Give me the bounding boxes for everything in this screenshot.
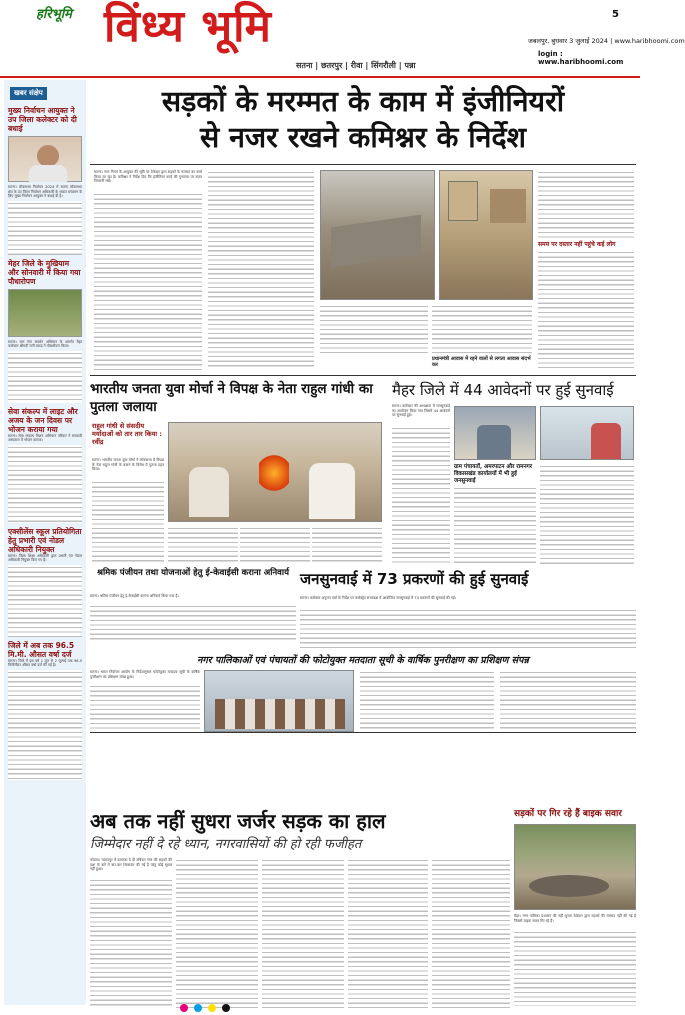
masthead-rule — [0, 76, 640, 78]
bike-headline: सड़कों पर गिर रहे हैं बाइक सवार — [514, 809, 622, 819]
labour-headline: श्रमिक पंजीयन तथा योजनाओं हेतु ई-केवाईसी कराना अनिवार्य — [96, 568, 290, 578]
masthead — [0, 0, 685, 80]
lead-headline — [90, 84, 636, 160]
sidebar-item — [4, 525, 86, 639]
registration-marks — [180, 1004, 480, 1012]
sidebar-item-title: मुख्य निर्वाचन आयुक्त ने उप जिला कलेक्टर को दी बधाई — [8, 106, 77, 133]
edition-panna: पन्ना — [404, 61, 416, 70]
lead-photo-1 — [320, 170, 435, 300]
bike-body: मैहर। नगर पालिका प्रशासन की नहीं सुनता ठेकेदार द्वारा सड़कों की मरम्मत नहीं की गई है जिससे बाइक सवार गिर रहे हैं। — [514, 914, 636, 923]
edition-bar: सतना | छतरपुर | रीवा | सिंगरौली | पन्ना — [296, 61, 416, 70]
training-headline: नगर पालिकाओं एवं पंचायतों की फोटोयुक्त मतदाता सूची के वार्षिक पुनरीक्षण का प्रशिक्षण संपन्न — [197, 655, 529, 666]
maihar-body: सतना। कलेक्टर की अध्यक्षता में जनसुनवाई का आयोजन किया गया जिसमें 44 आवेदनों पर सुनवाई हुई। — [392, 404, 450, 418]
training-body: सतना। भारत निर्वाचन आयोग के निर्देशानुसार फोटोयुक्त मतदाता सूची के वार्षिक पुनरीक्षण का प्रशिक्षण संपन्न हुआ। — [90, 670, 200, 679]
bjp-headline: भारतीय जनता युवा मोर्चा ने विपक्ष के नेता राहुल गांधी का पुतला जलाया — [90, 381, 373, 415]
edition-rewa: रीवा — [350, 61, 363, 70]
section-title: विंध्य भूमि — [104, 1, 272, 52]
login-text[interactable]: login : www.haribhoomi.com — [538, 50, 624, 66]
lead-headline-line1: सड़कों के मरम्मत के काम में इंजीनियरों — [161, 85, 565, 118]
hearing-headline: जनसुनवाई में 73 प्रकरणों की हुई सुनवाई — [300, 570, 529, 588]
road-subhead: जिम्मेदार नहीं दे रहे ध्यान, नगरवासियों की हो रही फजीहत — [90, 837, 362, 852]
sidebar-item — [4, 257, 86, 405]
lead-body: सतना। नगर निगम के आयुक्त की भूमि पर ठेकेदार द्वारा सड़कों के मरम्मत का कार्य किया जा रहा है। कमिश्नर ने निर्देश दिए कि इंजीनियर कार्य की गुणवत्ता पर सतत निगरानी रखें। — [94, 170, 202, 184]
sidebar-item-title: जिले में अब तक 96.5 मि.मी. औसत वर्षा दर्ज — [8, 640, 75, 659]
page-number: 5 — [612, 9, 619, 20]
sidebar-item-title: एक्सीलेंस स्कूल प्रतियोगिता हेतु प्रभारी एवं नोडल अधिकारी नियुक्त — [8, 526, 82, 554]
sidebar-item-body: सतना। सेवा संकल्प मिशन अभियान परिवार ने सरकारी अस्पताल में भोजन कराया। — [8, 433, 82, 442]
training-story — [90, 654, 636, 796]
date-text: जबलपुर, बुधवार 3 जुलाई 2024 — [528, 37, 609, 45]
edition-singrauli: सिंगरौली — [371, 61, 396, 70]
lead-photo-2 — [439, 170, 533, 300]
sidebar-item — [4, 639, 86, 782]
sidebar-label: खबर संक्षेप — [10, 87, 47, 100]
bike-photo — [514, 824, 636, 910]
lead-headline-line2: से नजर रखने कमिश्नर के निर्देश — [199, 121, 526, 154]
sidebar-item — [4, 405, 86, 525]
labour-body: सतना। श्रमिक पंजीयन हेतु ई-केवाईसी कराना अनिवार्य किया गया है। — [90, 594, 179, 598]
labour-story — [90, 568, 296, 642]
dateline: जबलपुर, बुधवार 3 जुलाई 2024 | www.haribhoomi.com — [528, 37, 685, 45]
sidebar-item-body: सतना। लोकसभा निर्वाचन 2024 में सतना लोकसभा क्षेत्र के उप जिला निर्वाचन अधिकारी के सफल संचालन के लिए मुख्य निर्वाचन आयुक्त ने बधाई दी है। — [8, 185, 82, 198]
road-body: कोठवा। मालतपुर में दरवाजा दे दी तबियत नगर की सड़कों की दशा के बारे में बार-बार शिकायत की गई है परंतु कोई सुधार नहीं हुआ। — [90, 858, 172, 872]
hearing-story — [300, 568, 636, 650]
sidebar-item-body: सतना। जल गंगा संवर्धन अभियान के अंतर्गत मैहर कलेक्टर श्रीमती रानी बाटड़ ने पौधारोपण किया। — [8, 339, 82, 348]
brand-logo: हरिभूमि — [36, 7, 72, 22]
hearing-body: सतना। कलेक्टर अनुराग वर्मा के निर्देश पर कलेक्ट्रेट सभाकक्ष में आयोजित जनसुनवाई में 73 प्रकरणों की सुनवाई की गई। — [300, 596, 456, 600]
website-text: www.haribhoomi.com — [614, 37, 685, 45]
edition-chhatarpur: छतरपुर — [320, 61, 343, 70]
lead-caption: प्रधानमंत्री आवास में रहने वालों से लगता आवास संदर्भ कर — [432, 356, 531, 368]
sidebar — [4, 80, 86, 1005]
sidebar-item-title: मेहर जिले के मुखियाम और सोनवारी में किया गया पौधारोपण — [8, 258, 81, 286]
bjp-story — [90, 380, 386, 565]
lead-subheading: समय पर दस्तार नहीं पहुंचे कई लोग — [538, 241, 616, 248]
sidebar-item — [4, 104, 86, 257]
sidebar-photo — [8, 289, 82, 337]
bjp-photo — [168, 422, 382, 522]
training-photo — [204, 670, 354, 732]
sidebar-item-title: सेवा संकल्प में लाइट और अजय के जन दिवस पर भोजन कराया गया — [8, 406, 78, 434]
maihar-caption: ग्राम पंचायतों, अमरपाटन और रामनगर विकासखंड कार्यालयों में भी हुई जनसुनवाई — [454, 464, 533, 484]
maihar-headline: मैहर जिले में 44 आवेदनों पर हुई सुनवाई — [392, 381, 614, 399]
bjp-body: सतना। भारतीय जनता युवा मोर्चा ने लोकसभा में विपक्ष के नेता राहुल गांधी के बयान के विरोध में पुतला दहन किया। — [92, 458, 164, 472]
bjp-subhead: राहुल गांधी से संसदीय मर्यादाओं को तार तार किया : रवींद्र — [92, 422, 162, 446]
bike-story — [514, 808, 636, 1008]
sidebar-item-body: सतना। जिले में इस वर्ष 1 जून से 2 जुलाई तक 96.5 मिलीमीटर औसत वर्षा दर्ज की गई है। — [8, 658, 82, 667]
lead-story — [90, 84, 636, 374]
maihar-photo-1 — [454, 406, 536, 460]
road-story — [90, 808, 510, 1008]
sidebar-photo — [8, 136, 82, 182]
maihar-story — [392, 380, 636, 565]
sidebar-item-body: सतना। जिला शिक्षा अधिकारी द्वारा प्रभारी एवं नोडल अधिकारी नियुक्त किए गए हैं। — [8, 553, 82, 562]
maihar-photo-2 — [540, 406, 634, 460]
road-headline: अब तक नहीं सुधरा जर्जर सड़क का हाल — [90, 809, 386, 833]
edition-satna: सतना — [296, 61, 313, 70]
